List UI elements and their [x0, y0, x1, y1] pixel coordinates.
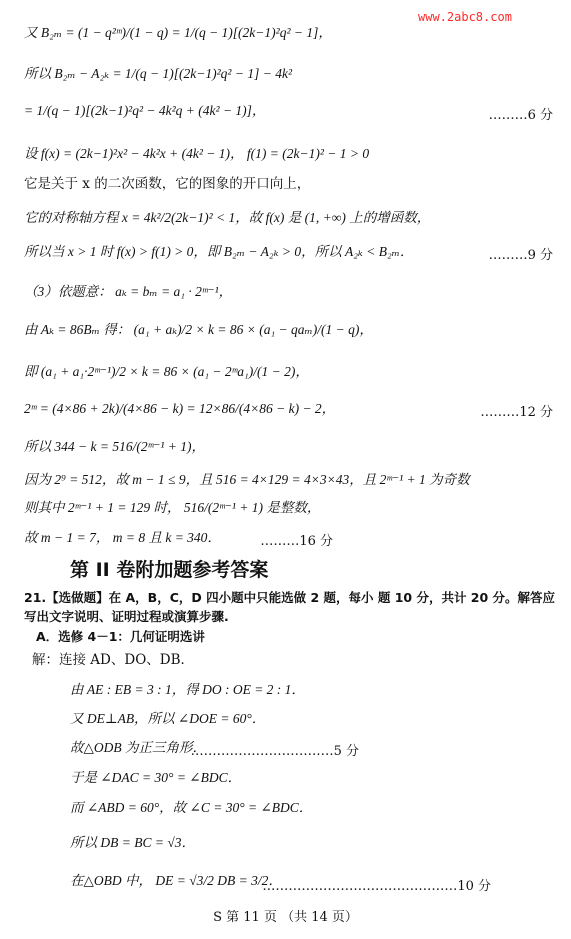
question-21-part-a: A．选修 4－1：几何证明选讲 — [36, 629, 205, 644]
solution-step-6: 所以 DB = BC = √3． — [70, 835, 196, 850]
solution-step-4: 于是 ∠DAC = 30° = ∠BDC． — [70, 770, 242, 785]
score-6: ………6 分 — [488, 108, 553, 123]
solution-step-1: 由 AE : EB = 3 : 1，得 DO : OE = 2 : 1． — [70, 682, 305, 697]
eq-substitute: 即 (a₁ + a₁·2ᵐ⁻¹)/2 × k = 86 × (a₁ − 2ᵐa₁)/(1 − 2)， — [24, 364, 309, 379]
text-quadratic: 它是关于 x 的二次函数，它的图象的开口向上， — [24, 176, 311, 192]
eq-344-minus-k: 所以 344 − k = 516/(2ᵐ⁻¹ + 1)， — [24, 439, 205, 454]
eq-ak-86bm: 由 Aₖ = 86Bₘ 得： (a₁ + aₖ)/2 × k = 86 × (a₁ − qaₘ)/(1 − q)， — [24, 322, 373, 337]
score-10: ………………………………………10 分 — [262, 879, 491, 894]
solution-intro: 解：连接 AD、DO、DB． — [32, 652, 194, 668]
eq-2m: 2ᵐ = (4×86 + 2k)/(4×86 − k) = 12×86/(4×86 − k) − 2， — [24, 401, 336, 416]
eq-expanded: = 1/(q − 1)[(2k−1)²q² − 4k²q + (4k² − 1)]， — [24, 103, 266, 118]
score-12: ………12 分 — [480, 405, 553, 420]
solution-step-2: 又 DE⊥AB，所以 ∠DOE = 60°． — [70, 711, 266, 726]
score-9: ………9 分 — [488, 248, 553, 263]
eq-b2m: 又 B₂ₘ = (1 − q²ᵐ)/(1 − q) = 1/(q − 1)[(2k−1)²q² − 1]， — [24, 25, 332, 40]
solution-step-7: 在△OBD 中， DE = √3/2 DB = 3/2． — [70, 873, 282, 888]
question-21-line1: 21.【选做题】在 A，B，C，D 四小题中只能选做 2 题，每小 题 10 分，共计 20 分。解答应 — [24, 590, 556, 605]
section-heading: 第 II 卷附加题参考答案 — [70, 559, 269, 581]
eq-conclusion: 所以当 x > 1 时 f(x) > f(1) > 0，即 B₂ₘ − A₂ₖ > 0，所以 A₂ₖ < B₂ₘ． — [24, 244, 414, 259]
eq-answer: 故 m − 1 = 7， m = 8 且 k = 340． — [24, 530, 221, 545]
page-footer: S 第 11 页 （共 14 页） — [213, 910, 358, 925]
score-16: ………16 分 — [260, 534, 333, 549]
solution-step-3: 故△ODB 为正三角形． — [70, 740, 207, 755]
eq-axis: 它的对称轴方程 x = 4k²/2(2k−1)² < 1，故 f(x) 是 (1, +∞) 上的增函数， — [24, 210, 431, 225]
eq-integer: 则其中 2ᵐ⁻¹ + 1 = 129 时， 516/(2ᵐ⁻¹ + 1) 是整数， — [24, 500, 321, 515]
eq-b2m-minus-a2k: 所以 B₂ₘ − A₂ₖ = 1/(q − 1)[(2k−1)²q² − 1] − 4k² — [24, 66, 292, 81]
solution-step-5: 而 ∠ABD = 60°，故 ∠C = 30° = ∠BDC． — [70, 800, 313, 815]
question-21-line2: 写出文字说明、证明过程或演算步骤. — [24, 609, 229, 624]
eq-part3: （3）依题意： aₖ = bₘ = a₁ · 2ᵐ⁻¹， — [24, 284, 233, 299]
score-5: ……………………………5 分 — [190, 744, 359, 759]
eq-factorization: 因为 2⁹ = 512，故 m − 1 ≤ 9，且 516 = 4×129 = 4×3×43，且 2ᵐ⁻¹ + 1 为奇数 — [24, 472, 470, 487]
eq-define-f: 设 f(x) = (2k−1)²x² − 4k²x + (4k² − 1)， f(1) = (2k−1)² − 1 > 0 — [24, 146, 370, 161]
watermark: www.2abc8.com — [418, 10, 512, 24]
